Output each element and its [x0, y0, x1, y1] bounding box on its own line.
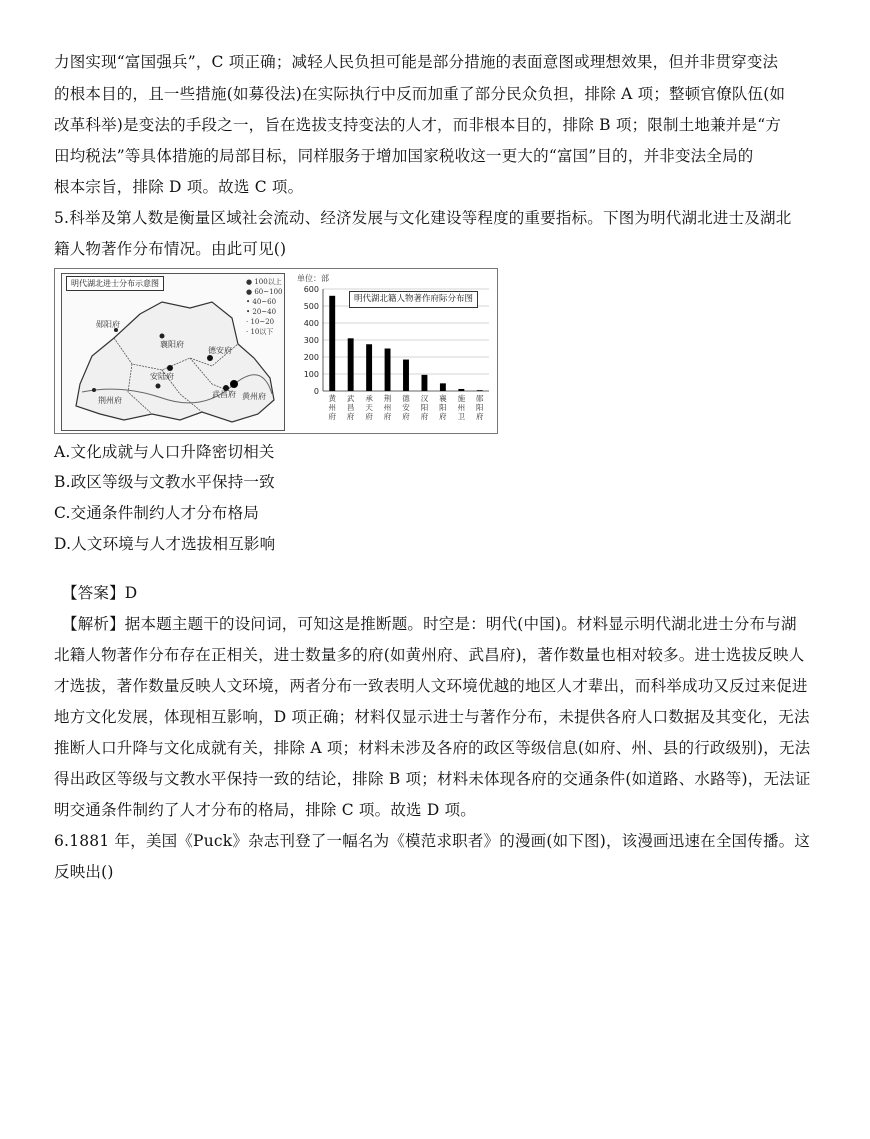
bar	[385, 349, 391, 392]
y-tick-label: 600	[303, 285, 319, 294]
text-line: 根本宗旨，排除 D 项。故选 C 项。	[54, 178, 304, 196]
text-line: 的根本目的，且一些措施(如募役法)在实际执行中反而加重了部分民众负担，排除 A 项；整顿官僚队伍(如	[54, 85, 786, 103]
question-stem: 5.科举及第人数是衡量区域社会流动、经济发展与文化建设等程度的重要指标。下图为明代湖北进士及湖北	[54, 209, 792, 227]
chart-title: 明代湖北籍人物著作府际分布图	[349, 291, 478, 308]
map-city-label: 荆州府	[98, 396, 122, 405]
text-line: 力图实现“富国强兵”，C 项正确；减轻人民负担可能是部分措施的表面意图或理想效果，但并非贯穿变法	[54, 53, 779, 71]
question-stem: 6.1881 年，美国《Puck》杂志刊登了一幅名为《模范求职者》的漫画(如下图)，该漫画迅速在全国传播。这	[54, 832, 811, 850]
legend-item: • 20~40	[246, 308, 277, 316]
bar	[477, 390, 483, 391]
analysis-line: 得出政区等级与文教水平保持一致的结论，排除 B 项；材料未体现各府的交通条件(如道路、水路等)，无法证	[54, 770, 811, 788]
answer: 【答案】D	[62, 584, 138, 602]
bar	[329, 296, 335, 391]
legend-item: · 10~20	[246, 318, 275, 326]
map-city-label: 武昌府	[212, 390, 236, 399]
text-line: 改革科举)是变法的手段之一，旨在选拔支持变法的人才，而非根本目的，排除 B 项；限制土地兼并是“方	[54, 116, 782, 134]
y-tick-label: 0	[313, 387, 319, 396]
map-city-label: 德安府	[208, 346, 232, 355]
x-tick-label: 荆州府	[383, 394, 392, 421]
map-dot	[92, 388, 96, 392]
legend-item: ● 100以上	[246, 278, 282, 286]
bar	[458, 389, 464, 391]
map-dot	[160, 334, 165, 339]
map-city-label: 襄阳府	[160, 340, 184, 349]
y-tick-label: 200	[303, 353, 319, 362]
y-tick-label: 500	[303, 302, 319, 311]
x-tick-label: 襄阳府	[439, 394, 447, 421]
legend-item: · 10以下	[246, 328, 274, 336]
analysis-line: 地方文化发展，体现相互影响，D 项正确；材料仅显示进士与著作分布，未提供各府人口数据及其变化，无法	[54, 708, 810, 726]
x-tick-label: 德安府	[402, 394, 410, 421]
bar	[403, 360, 409, 391]
question-figure	[54, 268, 498, 434]
legend-item: • 40~60	[246, 298, 277, 306]
y-axis-unit: 单位：部	[297, 274, 329, 283]
map-city-label: 安陆府	[150, 372, 174, 381]
option-d: D.人文环境与人才选拔相互影响	[54, 535, 276, 553]
question-stem: 籍人物著作分布情况。由此可见()	[54, 240, 287, 258]
map-dot	[156, 384, 161, 389]
x-tick-label: 武昌府	[346, 394, 355, 421]
x-tick-label: 汉阳府	[420, 394, 429, 421]
bar-chart-panel	[289, 271, 495, 431]
option-a: A.文化成就与人口升降密切相关	[54, 443, 275, 461]
y-tick-label: 300	[303, 336, 319, 345]
hubei-map	[61, 273, 285, 431]
map-city-label: 黄州府	[242, 392, 266, 401]
bar	[440, 383, 446, 391]
legend-item: ● 60~100	[246, 288, 283, 296]
map-city-label: 郧阳府	[96, 320, 120, 329]
option-b: B.政区等级与文教水平保持一致	[54, 473, 275, 491]
option-c: C.交通条件制约人才分布格局	[54, 504, 260, 522]
bar	[348, 338, 354, 391]
y-tick-label: 100	[303, 370, 319, 379]
x-tick-label: 施州卫	[457, 394, 466, 421]
analysis-line: 才选拔，著作数量反映人文环境，两者分布一致表明人文环境优越的地区人才辈出，而科举成功又反过来促进	[54, 677, 808, 695]
question-stem: 反映出()	[54, 863, 114, 881]
x-tick-label: 郧阳府	[476, 394, 484, 421]
map-dot	[167, 365, 173, 371]
bar	[421, 375, 427, 391]
analysis-line: 北籍人物著作分布存在正相关，进士数量多的府(如黄州府、武昌府)，著作数量也相对较多。进士选拔反映人	[54, 646, 805, 664]
analysis-line: 推断人口升降与文化成就有关，排除 A 项；材料未涉及各府的政区等级信息(如府、州、县的行政级别)，无法	[54, 739, 811, 757]
x-tick-label: 黄州府	[328, 394, 336, 421]
bar	[366, 344, 372, 391]
analysis-line: 【解析】据本题主题干的设问词，可知这是推断题。时空是：明代(中国)。材料显示明代湖北进士分布与湖	[62, 615, 797, 633]
text-line: 田均税法”等具体措施的局部目标，同样服务于增加国家税收这一更大的“富国”目的，并非变法全局的	[54, 147, 754, 165]
analysis-line: 明交通条件制约了人才分布的格局，排除 C 项。故选 D 项。	[54, 801, 476, 819]
x-tick-label: 承天府	[365, 394, 373, 421]
map-title: 明代湖北进士分布示意图	[66, 276, 164, 291]
map-dot	[230, 380, 238, 388]
y-tick-label: 400	[303, 319, 319, 328]
